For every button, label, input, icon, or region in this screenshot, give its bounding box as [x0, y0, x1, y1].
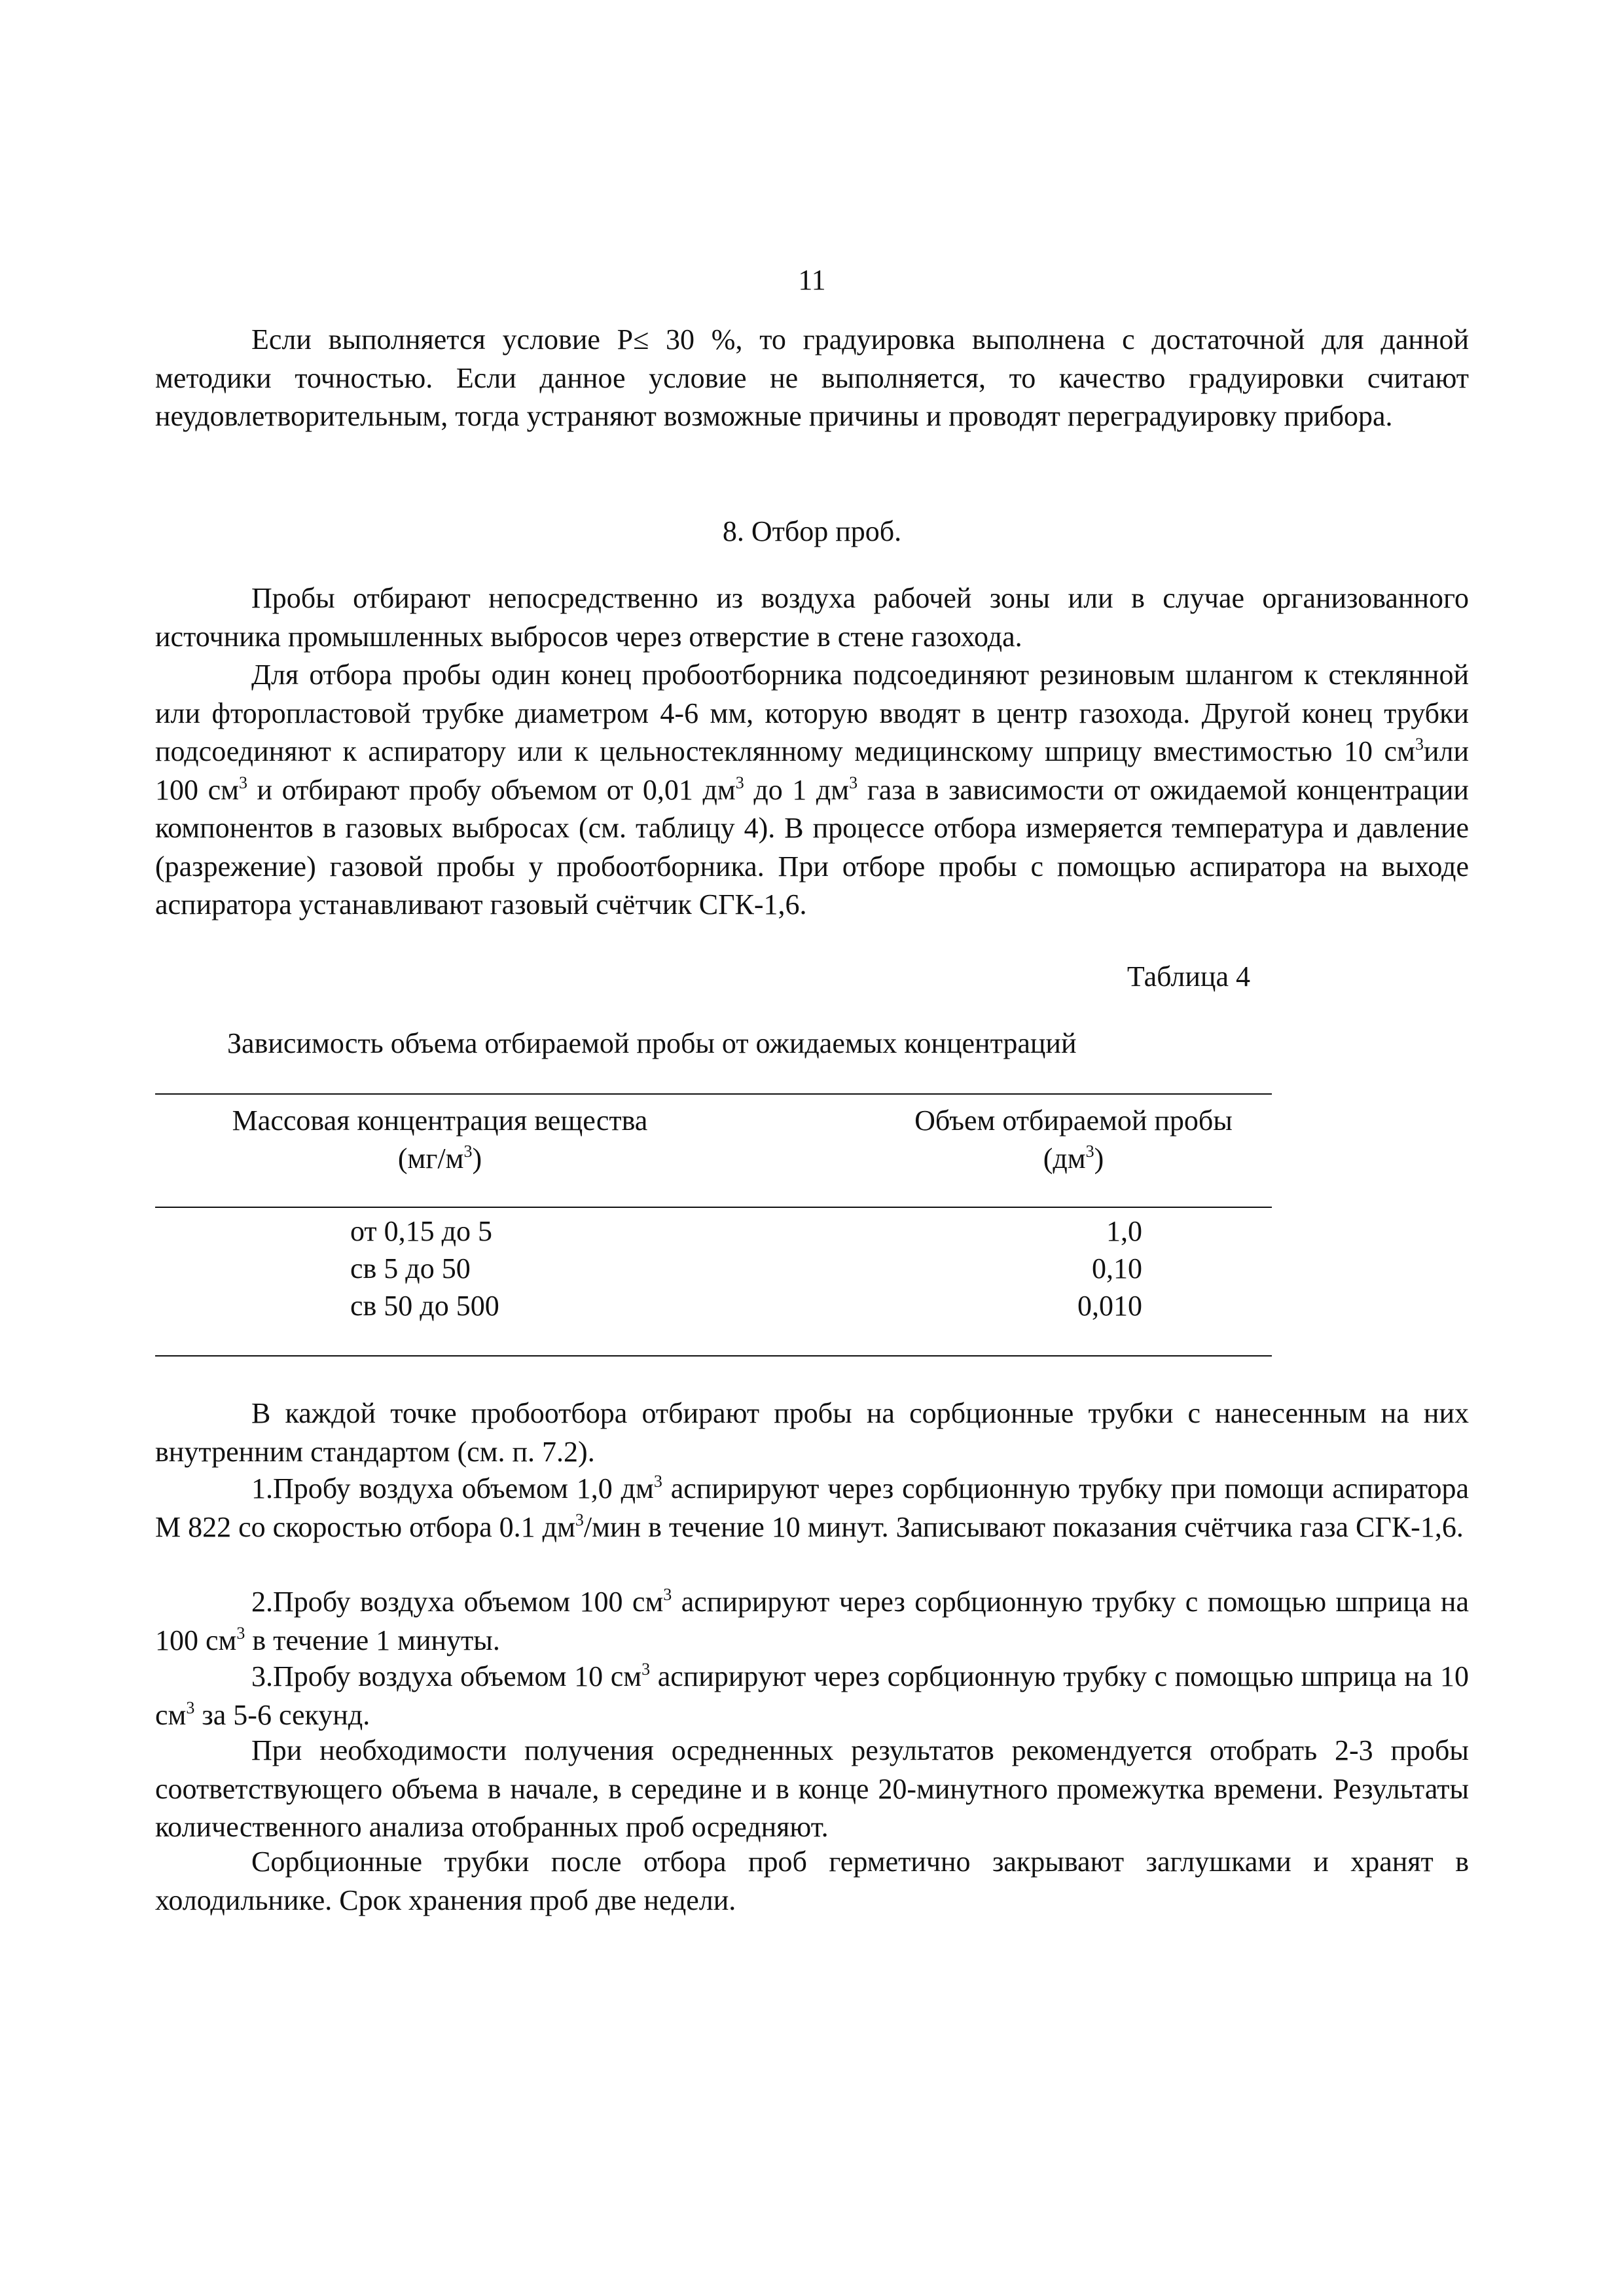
col1-unit: $(мг/м^3)$: [397, 1142, 482, 1175]
paragraph-sampling-source: Пробы отбирают непосредственно из воздуха рабочей зоны или в случае организованного источника промышленных выбросов через отверстие в стене газохода.: [155, 582, 1469, 653]
paragraph-item-3: 3.Пробу воздуха объемом 10 $см^3$ аспирируют через сорбционную трубку с помощью шприца на 10 $см^3$ за 5-6 секунд.: [155, 1660, 1469, 1731]
table-row-1-concentration: от 0,15 до 5: [350, 1215, 493, 1247]
paragraph-averaging: При необходимости получения осредненных результатов рекомендуется отобрать 2-3 пробы соответствующего объема в начале, в середине и в конце 20-минутного промежутка времени. Результаты количественного анализа отобранных проб осредняют.: [155, 1734, 1469, 1843]
col1-header: Массовая концентрация вещества: [232, 1104, 648, 1137]
table-bottom-rule: [155, 1355, 1272, 1357]
page-number: 11: [798, 264, 826, 296]
table-row-3-volume: 0,010: [1077, 1290, 1142, 1322]
table-top-rule: [155, 1093, 1272, 1095]
paragraph-item-1: 1.Пробу воздуха объемом 1,0 $дм^3$ аспирируют через сорбционную трубку при помощи аспиратора М 822 со скоростью отбора 0.1 $дм^3$/мин в течение 10 минут. Записывают показания счётчика газа СГК-1,6.: [155, 1472, 1469, 1543]
paragraph-storage: Сорбционные трубки после отбора проб герметично закрывают заглушками и хранят в холодильнике. Срок хранения проб две недели.: [155, 1846, 1469, 1916]
table-header-rule: [155, 1207, 1272, 1208]
table-number: Таблица 4: [1127, 960, 1250, 993]
col2-unit: $(дм^3)$: [1043, 1142, 1104, 1175]
paragraph-sorption-tubes: В каждой точке пробоотбора отбирают пробы на сорбционные трубки с нанесенным на них внутренним стандартом (см. п. 7.2).: [155, 1397, 1469, 1468]
table-row-1-volume: 1,0: [1106, 1215, 1142, 1247]
table-row-3-concentration: св 50 до 500: [350, 1290, 499, 1322]
col2-header: Объем отбираемой пробы: [914, 1104, 1233, 1137]
paragraph-calibration-condition: Если выполняется условие P≤ 30 %, то градуировка выполнена с достаточной для данной методики точностью. Если данное условие не выполняется, то качество градуировки считают неудовлетворительным, тогда устраняют возможные причины и проводят переградуировку прибора.: [155, 323, 1469, 432]
table-row-2-volume: 0,10: [1092, 1252, 1142, 1285]
paragraph-sampler-setup: Для отбора пробы один конец пробоотборника подсоединяют резиновым шлангом к стеклянной или фторопластовой трубке диаметром 4-6 мм, которую вводят в центр газохода. Другой конец трубки подсоединяют к аспиратору или к цельностеклянному медицинскому шприцу вместимостью 10 $см^3или$ 100 $см^3$ и отбирают пробу объемом от 0,01 $дм^3$ до 1 $дм^3$ газа в зависимости от ожидаемой концентрации компонентов в газовых выбросах (см. таблицу 4). В процессе отбора измеряется температура и давление (разрежение) газовой пробы у пробоотборника. При отборе пробы с помощью аспиратора на выходе аспиратора устанавливают газовый счётчик СГК-1,6.: [155, 659, 1469, 920]
table-row-2-concentration: св 5 до 50: [350, 1252, 471, 1285]
table-caption: Зависимость объема отбираемой пробы от ожидаемых концентраций: [227, 1027, 1077, 1059]
paragraph-item-2: 2.Пробу воздуха объемом 100 $см^3$ аспирируют через сорбционную трубку с помощью шприца на 100 $см^3$ в течение 1 минуты.: [155, 1585, 1469, 1656]
section-title: 8. Отбор проб.: [722, 515, 902, 547]
